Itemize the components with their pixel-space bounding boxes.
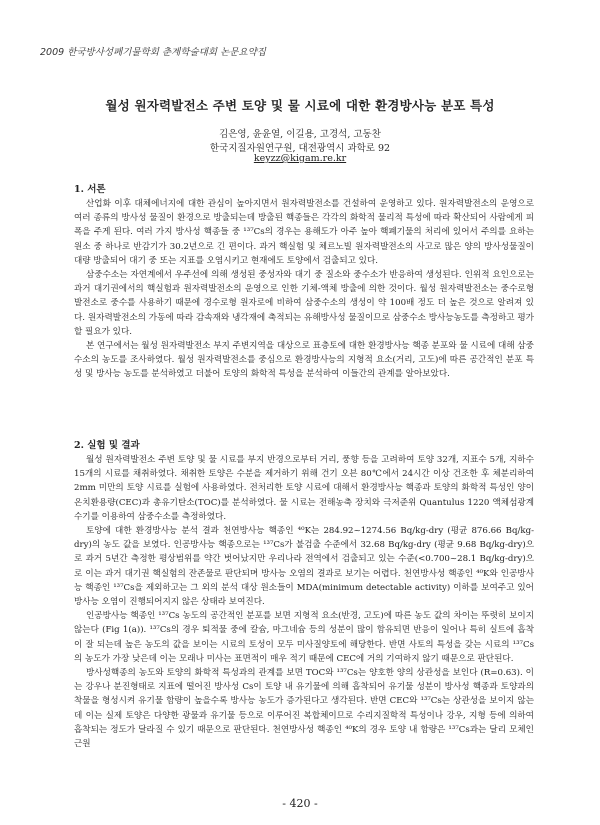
paper-title: 월성 원자력발전소 주변 토양 및 물 시료에 대한 환경방사능 분포 특성 (105, 98, 495, 113)
paragraph: 월성 원자력발전소 주변 토양 및 물 시료를 부지 반경으로부터 거리, 풍향 등을 고려하여 토양 32개, 지표수 5개, 지하수 15개의 시료를 채취하였다. 채취한 토양은 수분을 제거하기 위해 건기 오븐 80℃에서 24시간 이상 건조한 후 체분리하여 2mm 미만의 토양 시료를 실험에 사용하였다. 전처리한 토양 시료에 대해서 환경방사능 핵종과 토양의 화학적 특성인 양이온치환용량(CEC)과 총유기탄소(TOC)를 분석하였다. 물 시료는 전해농축 장치와 극저준위 Quantulus 1220 액체섬광계수기를 이용하여 삼중수소를 측정하였다. (74, 455, 534, 522)
section-introduction (74, 181, 534, 382)
paragraph: 삼중수소는 자연계에서 우주선에 의해 생성된 중성자와 대기 중 질소와 중수소가 반응하여 생성된다. 인위적 요인으로는 과거 대기권에서의 핵실험과 원자력발전소의 운영으로 인한 기체-액체 방출에 의한 것이다. 월성 원자력발전소는 중수로형 발전소로 중수를 사용하기 때문에 경수로형 원자로에 비하여 삼중수소의 생성이 약 100배 정도 더 높은 것으로 알려져 있다. 원자력발전소의 가동에 따라 감속재와 냉각재에 축적되는 유해방사성 물질이므로 삼중수소 방사능농도를 측정하고 평가할 필요가 있다. (74, 270, 534, 337)
paragraph: 토양에 대한 환경방사능 분석 결과 천연방사능 핵종인 ⁴⁰K는 284.92~1274.56 Bq/kg-dry (평균 876.66 Bq/kg-dry)의 농도 값을 보였다. 인공방사능 핵종으로는 ¹³⁷Cs가 불검출 수준에서 32.68 Bq/kg-dry (평균 9.68 Bq/kg-dry)으로 과거 5년간 측정한 평상범위를 약간 벗어났지만 우리나라 전역에서 검출되고 있는 수준(<0.700~28.1 Bq/kg-dry)으로 이는 과거 대기권 핵실험의 잔존물로 판단되며 방사능 오염의 결과로 보기는 어렵다. 천연방사성 핵종인 ⁴⁰K와 인공방사능 핵종인 ¹³⁷Cs을 제외하고는 그 외의 분석 대상 원소들이 MDA(minimum detectable activity) 이하를 보여주고 있어 방사능 오염이 진행되어지지 않은 상태라 보여진다. (74, 526, 534, 608)
paragraph: 본 연구에서는 월성 원자력발전소 부지 주변지역을 대상으로 표층토에 대한 환경방사능 핵종 분포와 물 시료에 대해 삼중수소의 농도를 조사하였다. 월성 원자력발전소를 중심으로 환경방사능의 지형적 요소(거리, 고도)에 따른 공간적인 분포 특성 및 방사능 농도를 분석하였고 더불어 토양의 화학적 특성을 분석하여 이들간의 관계를 알아보았다. (74, 341, 534, 380)
section-experiment-results (74, 437, 534, 751)
email-link[interactable]: keyzz@kigam.re.kr (253, 153, 347, 164)
proceedings-header: 2009 한국방사성폐기물학회 춘계학술대회 논문요약집 (40, 47, 266, 58)
paper-authors: 김은영, 윤윤열, 이길용, 고경석, 고동찬 (219, 129, 381, 140)
paragraph: 인공방사능 핵종인 ¹³⁷Cs 농도의 공간적인 분포를 보면 지형적 요소(반경, 고도)에 따른 농도 값의 차이는 뚜렷히 보이지 않는다 (Fig 1(a)). ¹³⁷Cs의 경우 퇴적물 중에 칼슘, 마그네슘 등의 성분이 많이 함유되면 반응이 일어나 특히 실트에 흡착이 잘 되는데 높은 농도의 값을 보이는 시료의 토성이 모두 미사질양토에 해당한다. 반면 사토의 특성을 갖는 시료의 ¹³⁷Cs의 농도가 가장 낮은데 이는 모래나 미사는 표면적이 매우 적기 때문에 CEC에 거의 기여하지 않기 때문으로 판단된다. (74, 611, 534, 664)
section-title: 1. 서론 (74, 184, 106, 195)
section-title: 2. 실험 및 결과 (74, 440, 140, 451)
page-number: - 420 - (282, 797, 318, 810)
paragraph: 산업화 이후 대체에너지에 대한 관심이 높아지면서 원자력발전소를 건설하여 운영하고 있다. 원자력발전소의 운영으로 여러 종류의 방사성 물질이 환경으로 방출되는데 방출된 핵종들은 각각의 화학적 물리적 특성에 따라 확산되어 사람에게 피폭을 주게 된다. 여러 가지 방사성 핵종들 중 ¹³⁷Cs의 경우는 용해도가 아주 높아 핵폐기물의 처리에 있어서 주의를 요하는 원소 중 하나로 반감기가 30.2년으로 긴 편이다. 과거 핵실험 및 체르노빌 원자력발전소의 사고로 많은 양의 방사성물질이 대량 방출되어 대기 중 또는 지표를 오염시키고 현재에도 토양에서 검출되고 있다. (74, 199, 534, 266)
paper-email (0, 153, 600, 164)
paragraph: 방사성핵종의 농도와 토양의 화학적 특성과의 관계를 보면 TOC와 ¹³⁷Cs는 양호한 양의 상관성을 보인다 (R=0.63). 이는 강우나 분진형태로 지표에 떨어진 방사성 Cs이 토양 내 유기물에 의해 흡착되어 유기물 성분이 방사성 핵종과 토양과의 착물을 형성시켜 유기물 함량이 높을수록 방사능 농도가 증가된다고 생각된다. 반면 CEC와 ¹³⁷Cs는 상관성을 보이지 않는데 이는 실제 토양은 다양한 광물과 유기물 등으로 이루어진 복합체이므로 수리지질학적 특성이나 강우, 지형 등에 의하여 흡착되는 정도가 달라질 수 있기 때문으로 판단된다. 천연방사성 핵종인 ⁴⁰K의 경우 토양 내 함량은 ¹³⁷Cs과는 달리 모체인 근원 (74, 668, 534, 750)
paper-affiliation: 한국지질자원연구원, 대전광역시 과학로 92 (209, 143, 391, 154)
